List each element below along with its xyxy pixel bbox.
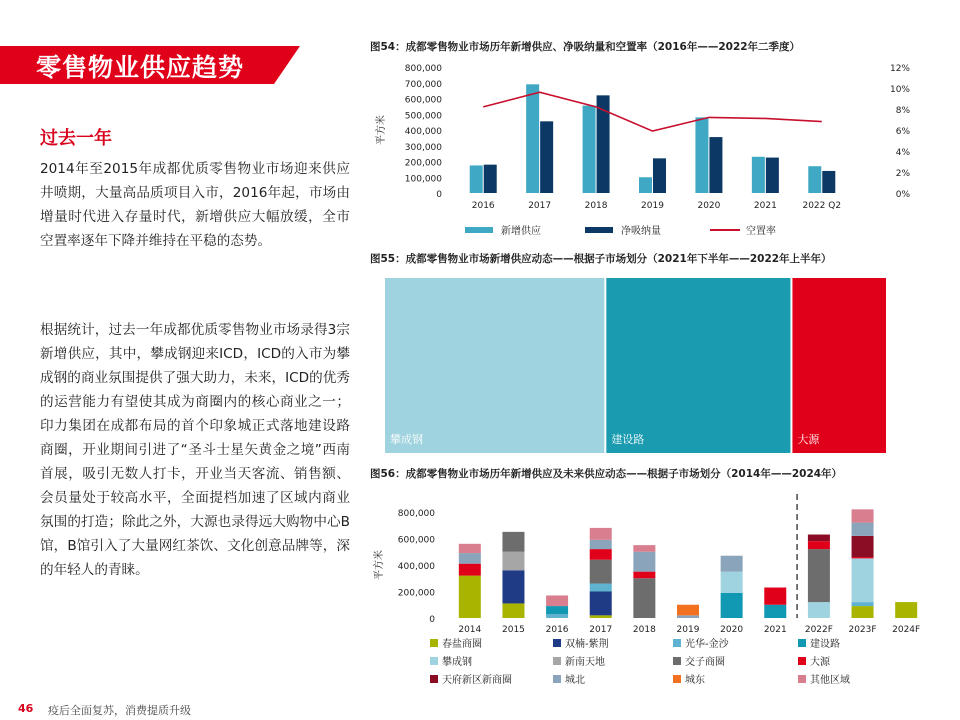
- fig54-bar-absorption: [822, 171, 835, 193]
- fig56-legend-label: 大源: [810, 657, 830, 668]
- section-heading: 过去一年: [40, 128, 112, 149]
- fig54-y2-tick: 12%: [889, 64, 910, 74]
- fig56-legend-swatch: [798, 675, 806, 683]
- fig56-legend-label: 交子商圈: [685, 657, 725, 668]
- fig56-bar-segment: [459, 544, 481, 553]
- fig56-legend-swatch: [430, 639, 438, 647]
- fig56-bar-segment: [459, 576, 481, 618]
- fig54-legend-swatch: [585, 227, 613, 233]
- fig56-x-tick: 2021: [763, 625, 787, 635]
- fig56-bar-segment: [502, 552, 524, 571]
- fig54-y2-tick: 8%: [895, 106, 910, 116]
- fig56-bar-segment: [459, 553, 481, 564]
- fig56-bar-segment: [590, 560, 612, 584]
- fig56-legend-swatch: [430, 657, 438, 665]
- fig56-bar-segment: [546, 595, 568, 606]
- fig54-y-tick: 200,000: [404, 158, 442, 169]
- fig54-legend-swatch: [465, 227, 493, 233]
- page-number: 46: [18, 702, 34, 715]
- fig56-bar-segment: [808, 535, 830, 542]
- fig56-bar-segment: [764, 588, 786, 605]
- fig54-legend-label: 新增供应: [501, 226, 541, 237]
- fig56-legend-label: 其他区域: [810, 675, 850, 686]
- fig54-x-tick: 2017: [528, 201, 552, 211]
- fig55-tile-label: 大源: [797, 433, 820, 446]
- fig54-y2-tick: 10%: [889, 85, 910, 95]
- fig56-y-tick: 600,000: [397, 535, 435, 546]
- fig56-legend-label: 光华-金沙: [685, 639, 729, 650]
- fig56-bar-segment: [633, 552, 655, 572]
- fig56-bar-segment: [808, 602, 830, 618]
- fig56-bar-segment: [546, 614, 568, 618]
- analysis-paragraph: 根据统计，过去一年成都优质零售物业市场录得3宗新增供应，其中，攀成钢迎来ICD，ICD的入市为攀成钢的商业氛围提供了强大助力，未来，ICD的优秀的运营能力有望使其成为商圈内的核心商业之一；印力集团在成都布局的首个印象城正式落地建设路商圈，开业期间引进了“圣斗士星矢黄金之境”西南首展，吸引无数人打卡，开业当天客流、销售额、会员量处于较高水平，全面提档加速了区域内商业氛围的打造；除此之外，大源也录得远大购物中心B馆，B馆引入了大量网红茶饮、文化创意品牌等，深的年轻人的青睐。: [40, 322, 350, 578]
- fig54-bar-supply: [583, 106, 596, 193]
- fig54-y2-tick: 2%: [895, 169, 910, 179]
- fig56-bar-segment: [546, 606, 568, 614]
- fig54-y2-tick: 0%: [895, 190, 910, 200]
- fig56-bar-segment: [590, 528, 612, 540]
- fig54-bar-absorption: [540, 121, 553, 193]
- fig56-x-tick: 2022F: [804, 625, 833, 635]
- fig56-legend-swatch: [673, 657, 681, 665]
- fig54-x-tick: 2019: [641, 201, 664, 211]
- fig56-x-tick: 2016: [545, 625, 569, 635]
- fig56-bar-segment: [852, 523, 874, 536]
- fig54-y-tick: 400,000: [404, 127, 442, 137]
- fig56-legend-swatch: [553, 639, 561, 647]
- fig56-legend-label: 攀成钢: [442, 657, 472, 668]
- fig56-legend-label: 春盐商圈: [442, 639, 482, 650]
- fig54-bar-supply: [470, 165, 483, 193]
- fig54-title: 图54：成都零售物业市场历年新增供应、净吸纳量和空置率（2016年——2022年二季度）: [370, 41, 801, 53]
- fig54-y2-tick: 4%: [895, 148, 910, 158]
- fig54-bar-supply: [752, 157, 765, 193]
- fig56-legend-label: 新南天地: [565, 657, 605, 668]
- fig54-bar-supply: [808, 166, 821, 193]
- fig56-chart: [368, 494, 943, 709]
- fig56-x-tick: 2023F: [848, 625, 877, 635]
- fig54-bar-supply: [526, 84, 539, 193]
- fig56-bar-segment: [590, 549, 612, 560]
- fig54-y-tick: 0: [436, 190, 442, 200]
- fig56-bar-segment: [852, 602, 874, 606]
- fig54-x-tick: 2020: [697, 201, 721, 211]
- fig56-x-tick: 2018: [632, 625, 656, 635]
- fig56-legend-label: 双楠-紫荆: [565, 639, 609, 650]
- fig54-bar-supply: [695, 117, 708, 193]
- fig56-y-tick: 800,000: [397, 509, 435, 519]
- fig54-bar-absorption: [653, 158, 666, 193]
- fig54-y-tick: 500,000: [404, 111, 442, 122]
- fig56-title: 图56：成都零售物业市场历年新增供应及未来供应动态——根据子市场划分（2014年——2024年）: [370, 468, 843, 480]
- fig56-legend-label: 城北: [565, 675, 585, 686]
- fig54-legend-label: 空置率: [746, 226, 776, 237]
- fig54-legend-label: 净吸纳量: [621, 226, 661, 237]
- fig56-bar-segment: [764, 605, 786, 618]
- fig56-bar-segment: [590, 584, 612, 592]
- fig56-x-tick: 2024F: [892, 625, 921, 635]
- fig56-bar-segment: [590, 540, 612, 549]
- fig54-x-tick: 2022 Q2: [802, 201, 842, 211]
- fig55-tile-label: 攀成钢: [390, 433, 423, 446]
- fig56-bar-segment: [502, 603, 524, 618]
- fig55-title: 图55：成都零售物业市场新增供应动态——根据子市场划分（2021年下半年——2022年上半年）: [370, 253, 832, 265]
- fig56-bar-segment: [459, 564, 481, 576]
- fig54-bar-absorption: [709, 137, 722, 193]
- intro-paragraph: 2014年至2015年成都优质零售物业市场迎来供应井喷期，大量高品质项目入市，2016年起，市场由增量时代进入存量时代，新增供应大幅放缓，全市空置率逐年下降并维持在平稳的态势。: [40, 161, 350, 249]
- fig55-tile: [792, 278, 886, 453]
- fig56-x-tick: 2015: [502, 625, 525, 635]
- fig54-y-tick: 300,000: [404, 142, 442, 153]
- fig56-bar-segment: [633, 572, 655, 579]
- fig56-bar-segment: [677, 615, 699, 618]
- fig56-legend-swatch: [553, 657, 561, 665]
- fig56-bar-segment: [808, 541, 830, 549]
- fig54-y-tick: 700,000: [404, 79, 442, 90]
- fig56-y-axis-label: 平方米: [374, 550, 385, 580]
- fig56-bar-segment: [633, 578, 655, 618]
- fig56-legend-swatch: [553, 675, 561, 683]
- fig56-bar-segment: [852, 536, 874, 557]
- fig56-legend-label: 城东: [685, 675, 705, 686]
- fig56-legend-swatch: [673, 675, 681, 683]
- fig56-legend-swatch: [798, 639, 806, 647]
- fig56-legend-swatch: [798, 657, 806, 665]
- fig55-tile-label: 建设路: [611, 433, 645, 446]
- fig56-bar-segment: [852, 558, 874, 602]
- fig56-y-tick: 0: [429, 615, 435, 625]
- fig56-x-tick: 2017: [589, 625, 613, 635]
- fig56-legend-swatch: [430, 675, 438, 683]
- fig54-chart: [370, 55, 930, 255]
- fig54-y-tick: 100,000: [404, 174, 442, 185]
- fig55-tile: [606, 278, 790, 453]
- fig55-treemap: [385, 278, 895, 453]
- fig56-bar-segment: [677, 605, 699, 616]
- fig56-bar-segment: [721, 572, 743, 593]
- fig55-tile: [385, 278, 604, 453]
- fig56-x-tick: 2019: [676, 625, 700, 635]
- fig56-legend-label: 建设路: [810, 639, 840, 650]
- fig56-y-tick: 200,000: [397, 588, 435, 599]
- fig54-y-tick: 800,000: [404, 64, 442, 74]
- fig56-bar-segment: [590, 592, 612, 616]
- fig56-bar-segment: [721, 556, 743, 572]
- fig54-y2-tick: 6%: [895, 127, 910, 137]
- fig56-bar-segment: [502, 570, 524, 603]
- fig56-x-tick: 2014: [458, 625, 482, 635]
- fig56-y-tick: 400,000: [397, 562, 435, 572]
- fig54-y-tick: 600,000: [404, 95, 442, 106]
- fig56-bar-segment: [852, 557, 874, 558]
- fig56-bar-segment: [852, 509, 874, 522]
- fig56-bar-segment: [502, 532, 524, 552]
- fig56-bar-segment: [633, 545, 655, 552]
- fig56-legend-label: 天府新区新商圈: [442, 675, 512, 686]
- page-title: 零售物业供应趋势: [36, 53, 245, 82]
- fig54-y-axis-label: 平方米: [376, 115, 387, 145]
- fig54-bar-absorption: [766, 158, 779, 193]
- fig56-x-tick: 2020: [720, 625, 744, 635]
- fig54-x-tick: 2018: [584, 201, 608, 211]
- fig54-bar-supply: [639, 177, 652, 193]
- fig56-bar-segment: [808, 549, 830, 602]
- fig56-bar-segment: [721, 593, 743, 618]
- fig56-legend-swatch: [673, 639, 681, 647]
- fig54-x-tick: 2016: [471, 201, 495, 211]
- fig56-bar-segment: [895, 602, 917, 618]
- fig54-x-tick: 2021: [753, 201, 777, 211]
- fig54-bar-absorption: [484, 165, 497, 193]
- fig56-bar-segment: [852, 606, 874, 618]
- footer-caption: 疫后全面复苏，消费提质升级: [48, 704, 191, 717]
- fig56-bar-segment: [590, 615, 612, 618]
